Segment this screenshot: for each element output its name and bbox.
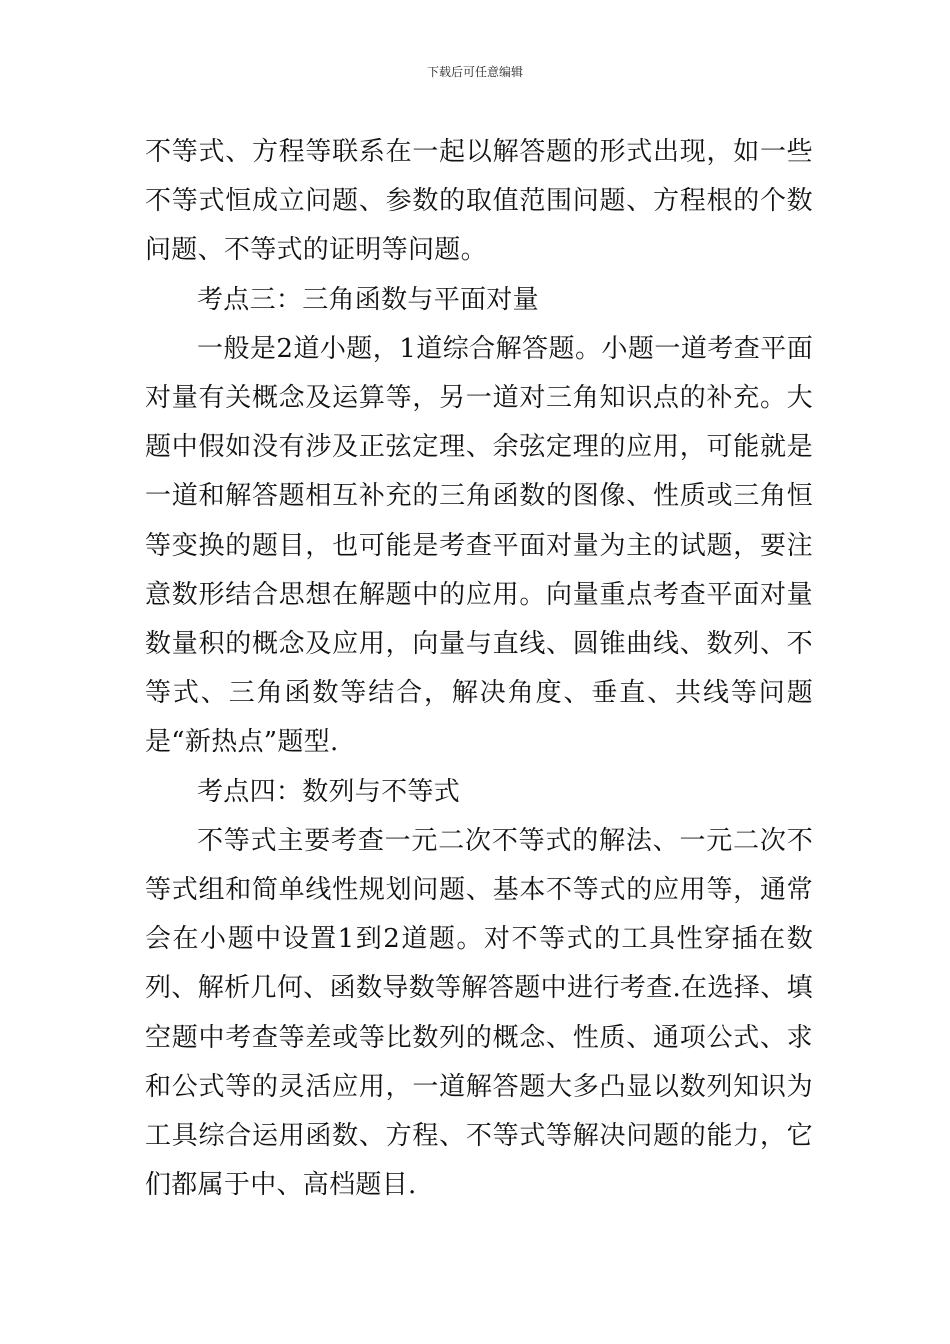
section-heading-point-four: 考点四：数列与不等式 bbox=[197, 776, 461, 807]
paragraph-sequences-inequalities: 不等式主要考查一元二次不等式的解法、一元二次不等式组和简单线性规划问题、基本不等式的应用等，通常会在小题中设置1到2道题。对不等式的工具性穿插在数列、解析几何、函数导数等解答题中进行考查.在选择、填空题中考查等差或等比数列的概念、性质、通项公式、求和公式等的灵活应用，一道解答题大多凸显以数列知识为工具综合运用函数、方程、不等式等解决问题的能力，它们都属于中、高档题目. bbox=[145, 825, 813, 1201]
paragraph-continuation: 不等式、方程等联系在一起以解答题的形式出现，如一些不等式恒成立问题、参数的取值范围问题、方程根的个数问题、不等式的证明等问题。 bbox=[145, 137, 813, 266]
section-heading-point-three: 考点三：三角函数与平面对量 bbox=[197, 284, 539, 315]
page-header: 下载后可任意编辑 bbox=[426, 65, 523, 79]
document-body bbox=[145, 128, 813, 1210]
paragraph-trig-vectors: 一般是2道小题，1道综合解答题。小题一道考查平面对量有关概念及运算等，另一道对三角知识点的补充。大题中假如没有涉及正弦定理、余弦定理的应用，可能就是一道和解答题相互补充的三角函数的图像、性质或三角恒等变换的题目，也可能是考查平面对量为主的试题，要注意数形结合思想在解题中的应用。向量重点考查平面对量数量积的概念及应用，向量与直线、圆锥曲线、数列、不等式、三角函数等结合，解决角度、垂直、共线等问题是“新热点”题型. bbox=[145, 333, 813, 758]
